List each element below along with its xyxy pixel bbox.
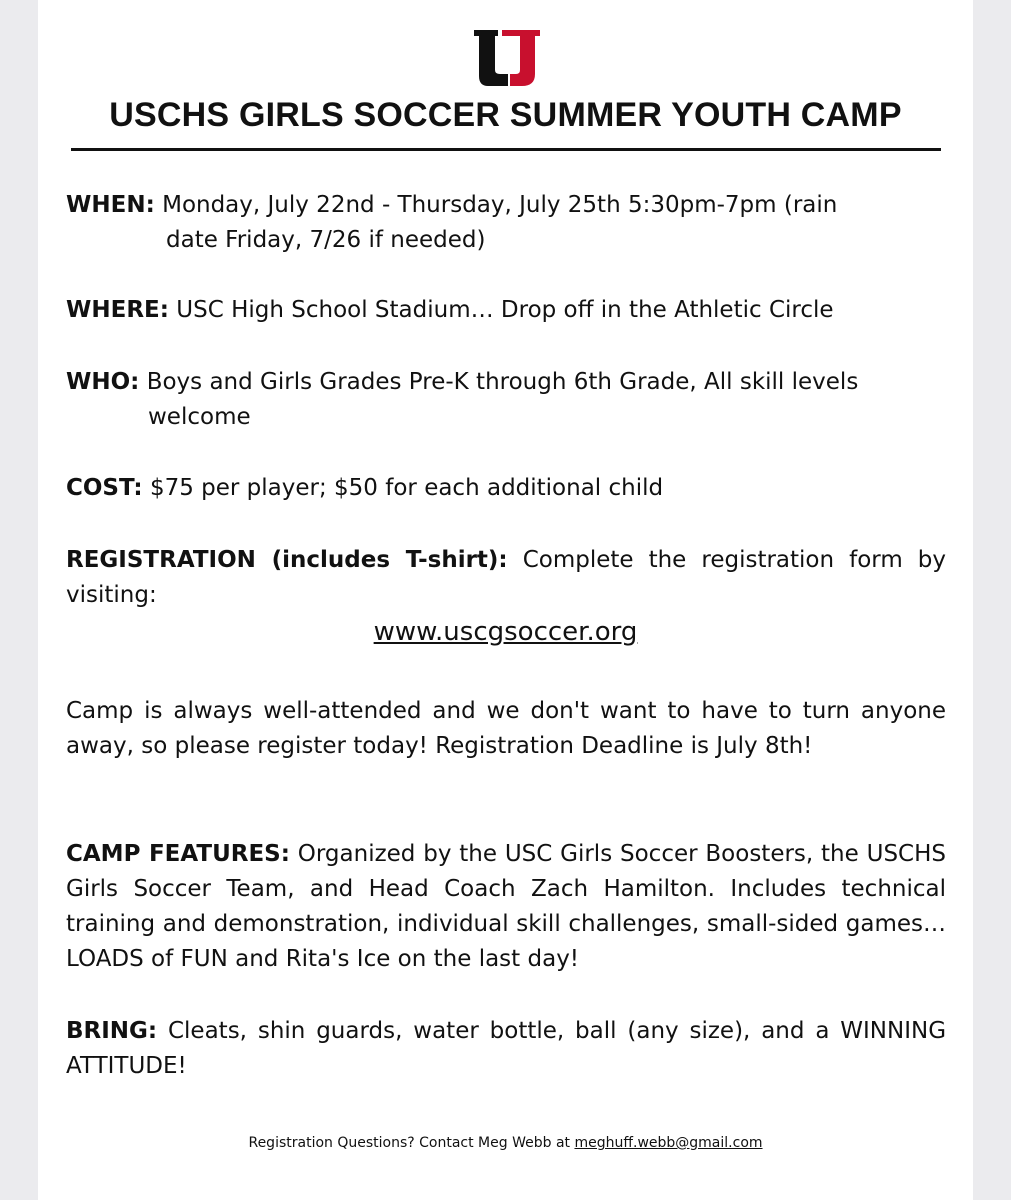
registration-text: Complete the registration form by visiting: <box>66 547 946 608</box>
cost-label: COST: <box>66 475 143 501</box>
bring-text: Cleats, shin guards, water bottle, ball (any size), and a WINNING ATTITUDE! <box>66 1018 947 1079</box>
where-text: USC High School Stadium… Drop off in the Athletic Circle <box>176 297 834 323</box>
registration-link[interactable]: www.uscgsoccer.org <box>373 617 638 647</box>
features-text: Organized by the USC Girls Soccer Boosters, the USCHS Girls Soccer Team, and Head Coach Zach Hamilton. Includes technical training and demonstration, individual skill challenges, small-sided games…LOADS of FUN and Rita's Ice on the last day! <box>66 841 946 972</box>
features-section <box>66 837 946 977</box>
when-section <box>66 188 946 258</box>
flyer-page <box>38 0 973 1200</box>
bring-label: BRING: <box>66 1018 158 1044</box>
page-title: USCHS GIRLS SOCCER SUMMER YOUTH CAMP <box>109 96 902 134</box>
registration-label: REGISTRATION (includes T-shirt): <box>66 547 508 573</box>
note-section: Camp is always well-attended and we don't want to have to turn anyone away, so please register today! Registration Deadline is July 8th! <box>66 698 946 759</box>
who-section <box>66 365 946 435</box>
who-label: WHO: <box>66 369 140 395</box>
footer-text: Registration Questions? Contact Meg Webb at <box>248 1135 571 1151</box>
footer <box>38 1135 973 1151</box>
bring-section <box>66 1014 946 1084</box>
registration-link-row <box>38 617 973 647</box>
when-text-line2: date Friday, 7/26 if needed) <box>166 227 486 253</box>
who-text-line1: Boys and Girls Grades Pre-K through 6th Grade, All skill levels <box>146 369 859 395</box>
contact-email-link[interactable]: meghuff.webb@gmail.com <box>574 1135 763 1151</box>
when-text-line1: Monday, July 22nd - Thursday, July 25th 5:30pm-7pm (rain <box>162 192 838 218</box>
where-section <box>66 293 946 328</box>
cost-section <box>66 471 946 506</box>
title-divider <box>71 148 941 151</box>
features-label: CAMP FEATURES: <box>66 841 290 867</box>
when-label: WHEN: <box>66 192 155 218</box>
registration-section <box>66 543 946 613</box>
uj-logo <box>474 30 540 86</box>
where-label: WHERE: <box>66 297 169 323</box>
cost-text: $75 per player; $50 for each additional child <box>149 475 664 501</box>
who-text-line2: welcome <box>148 404 251 430</box>
